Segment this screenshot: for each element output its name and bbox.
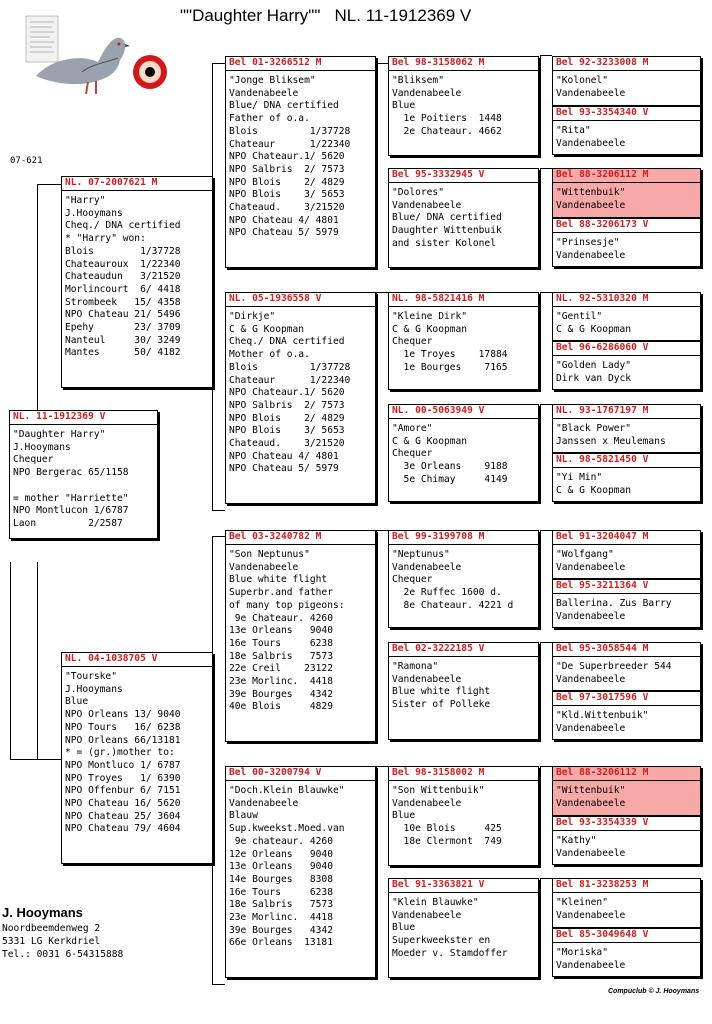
- pedigree-card-dam: [61, 652, 213, 864]
- pigeon-detail: Blois 1/37728: [229, 361, 351, 373]
- pigeon-detail: Vandenabeele: [556, 249, 626, 261]
- pigeon-detail: NPO Chateau 21/ 5496: [65, 309, 181, 321]
- ring-number: Bel 00-3200794 V: [226, 767, 375, 781]
- pedigree-card-g10: [552, 579, 701, 628]
- ring-number: Bel 03-3240782 M: [226, 531, 375, 545]
- pigeon-detail: C & G Koopman: [392, 435, 468, 447]
- pedigree-card-ss: [225, 56, 376, 268]
- pigeon-detail: Chateaud. 3/21520: [229, 202, 345, 214]
- pigeon-detail: 16e Tours 6238: [229, 886, 333, 898]
- footer-credit: Compuclub © J. Hooymans: [608, 988, 700, 995]
- ring-number: Bel 88-3206173 V: [553, 219, 700, 233]
- pigeon-detail: Moeder v. Stamdoffer: [392, 947, 508, 959]
- pigeon-detail: = mother "Harriette": [13, 492, 129, 504]
- ring-number: NL. 07-2007621 M: [62, 177, 212, 191]
- pigeon-name: "Yi Min": [556, 472, 603, 483]
- ring-number: Bel 98-3158062 M: [389, 57, 538, 71]
- pedigree-card-dds: [388, 766, 539, 866]
- pigeon-name: "Klein Blauwke": [392, 897, 479, 908]
- pigeon-detail: J.Hooymans: [65, 683, 123, 695]
- pigeon-detail: * = (gr.)mother to:: [65, 747, 175, 759]
- pigeon-detail: Vandenabeele: [556, 797, 626, 809]
- pigeon-detail: Blois 1/37728: [229, 125, 351, 137]
- pigeon-detail: 66e Orleans 13181: [229, 937, 333, 949]
- pigeon-detail: Chateaudun 3/21520: [65, 271, 181, 283]
- pedigree-card-sds: [388, 292, 539, 390]
- pigeon-detail: Blois 1/37728: [65, 245, 181, 257]
- pigeon-detail: Vandenabeele: [392, 561, 462, 573]
- pigeon-name: "Bliksem": [392, 75, 444, 86]
- pigeon-detail: 2e Ruffec 1600 d.: [392, 587, 502, 599]
- pigeon-detail: 14e Bourges 8308: [229, 873, 333, 885]
- pigeon-detail: NPO Troyes 1/ 6390: [65, 772, 181, 784]
- ring-number: Bel 85-3049648 V: [553, 929, 700, 943]
- pigeon-detail: NPO Chateau 4/ 4801: [229, 450, 339, 462]
- pigeon-detail: NPO Salbris 2/ 7573: [229, 399, 345, 411]
- pigeon-detail: Vandenabeele: [392, 797, 462, 809]
- ring-number: Bel 91-3363821 V: [389, 879, 538, 893]
- pigeon-detail: Vandenabeele: [229, 797, 299, 809]
- pedigree-card-g4: [552, 218, 701, 267]
- pigeon-detail: Chequer: [13, 454, 54, 466]
- pedigree-code: 07-621: [10, 156, 43, 166]
- pigeon-name: Ballerina. Zus Barry: [556, 598, 672, 609]
- pigeon-detail: Chequer: [392, 448, 433, 460]
- pigeon-detail: Blue: [392, 922, 416, 934]
- ring-number: Bel 99-3199708 M: [389, 531, 538, 545]
- pigeon-detail: Vandenabeele: [556, 722, 626, 734]
- pigeon-detail: Vandenabeele: [392, 199, 462, 211]
- ring-number: Bel 93-3354340 V: [553, 107, 700, 121]
- pigeon-name: "Black Power": [556, 423, 632, 434]
- pigeon-detail: Superbr.and father: [229, 587, 333, 599]
- pigeon-name: "Kleine Dirk": [392, 311, 468, 322]
- pigeon-detail: 18e Salbris 7573: [229, 650, 333, 662]
- pigeon-detail: NPO Tours 16/ 6238: [65, 721, 181, 733]
- pedigree-card-g9: [552, 530, 701, 579]
- pedigree-card-g2: [552, 106, 701, 155]
- pigeon-name: "Golden Lady": [556, 360, 632, 371]
- pigeon-detail: NPO Orleans 66/13181: [65, 734, 181, 746]
- pigeon-photo-icon: [26, 16, 130, 94]
- pedigree-card-g1: [552, 56, 701, 106]
- pigeon-detail: NPO Blois 2/ 4829: [229, 176, 345, 188]
- pedigree-card-dss: [388, 530, 539, 628]
- ring-number: NL. 00-5063949 V: [389, 405, 538, 419]
- ring-number: Bel 96-6286060 V: [553, 342, 700, 356]
- pigeon-detail: Vandenabeele: [229, 561, 299, 573]
- pedigree-card-dsd: [388, 642, 539, 740]
- pigeon-detail: 40e Blois 4829: [229, 701, 333, 713]
- pigeon-detail: Chateaur 1/22340: [229, 374, 351, 386]
- pigeon-detail: Vandenabeele: [556, 199, 626, 211]
- pigeon-detail: 1e Poitiers 1448: [392, 113, 502, 125]
- pedigree-card-g6: [552, 341, 701, 390]
- pigeon-detail: 18e Salbris 7573: [229, 899, 333, 911]
- pigeon-detail: C & G Koopman: [556, 484, 632, 496]
- pigeon-detail: Chateaur 1/22340: [229, 138, 351, 150]
- pigeon-name: "Gentil": [556, 311, 603, 322]
- pigeon-name: "Moriska": [556, 947, 608, 958]
- pigeon-name: "Prinsesje": [556, 237, 620, 248]
- pigeon-detail: 39e Bourges 4342: [229, 688, 333, 700]
- pigeon-detail: NPO Orleans 13/ 9040: [65, 709, 181, 721]
- pigeon-detail: 1e Bourges 7165: [392, 361, 508, 373]
- pigeon-name: "Kld.Wittenbuik": [556, 710, 649, 721]
- pigeon-detail: 9e chateaur. 4260: [229, 835, 333, 847]
- pigeon-detail: Mother of o.a.: [229, 349, 310, 361]
- pigeon-name: "Dirkje": [229, 311, 276, 322]
- pedigree-card-g16: [552, 928, 701, 977]
- pigeon-detail: Nanteul 30/ 3249: [65, 334, 181, 346]
- owner-address: Noordbeemdenweg 2: [2, 923, 101, 934]
- pigeon-detail: Epehy 23/ 3709: [65, 322, 181, 334]
- owner-postal: 5331 LG Kerkdriel: [2, 936, 101, 947]
- pigeon-detail: Blue: [392, 810, 416, 822]
- pedigree-card-g8: [552, 453, 701, 502]
- pedigree-card-g5: [552, 292, 701, 341]
- pigeon-name: "Kolonel": [556, 75, 608, 86]
- ring-number: NL. 98-5821416 M: [389, 293, 538, 307]
- pedigree-card-g13: [552, 766, 701, 816]
- ring-number: Bel 92-3233008 M: [553, 57, 700, 71]
- pigeon-detail: Sister of Polleke: [392, 699, 491, 711]
- pigeon-name: "Jonge Bliksem": [229, 75, 316, 86]
- pedigree-card-g7: [552, 404, 701, 453]
- pigeon-detail: Vandenabeele: [556, 561, 626, 573]
- pigeon-name: "Tourske": [65, 671, 117, 682]
- pigeon-detail: NPO Chateau 5/ 5979: [229, 463, 339, 475]
- ring-number: Bel 97-3017596 V: [553, 692, 700, 706]
- pedigree-card-sdd: [388, 404, 539, 502]
- pigeon-detail: Vandenabeele: [392, 87, 462, 99]
- pigeon-detail: Vandenabeele: [556, 610, 626, 622]
- pigeon-detail: 23e Morlinc. 4418: [229, 676, 333, 688]
- pigeon-detail: Morlincourt 6/ 4418: [65, 283, 181, 295]
- pigeon-detail: 23e Morlinc. 4418: [229, 912, 333, 924]
- pigeon-detail: [13, 480, 157, 493]
- pigeon-detail: 8e Chateaur. 4221 d: [392, 599, 514, 611]
- pigeon-name: "Wittenbuik": [556, 187, 626, 198]
- ring-number: Bel 88-3206112 M: [553, 767, 700, 781]
- pigeon-detail: NPO Salbris 2/ 7573: [229, 163, 345, 175]
- ring-number: Bel 95-3058544 M: [553, 643, 700, 657]
- ring-number: Bel 91-3204047 M: [553, 531, 700, 545]
- pigeon-detail: 5e Chimay 4149: [392, 473, 508, 485]
- pedigree-card-g15: [552, 878, 701, 928]
- pigeon-detail: 10e Blois 425: [392, 823, 502, 835]
- pigeon-detail: Chateauroux 1/22340: [65, 258, 181, 270]
- pigeon-detail: NPO Chateau 79/ 4604: [65, 823, 181, 835]
- pigeon-detail: NPO Chateau 16/ 5620: [65, 798, 181, 810]
- pigeon-detail: and sister Kolonel: [392, 237, 496, 249]
- pigeon-detail: Blue white flight: [229, 574, 328, 586]
- pigeon-detail: 16e Tours 6238: [229, 637, 333, 649]
- pigeon-detail: NPO Montluco 1/ 6787: [65, 759, 181, 771]
- pigeon-name: "Ramona": [392, 661, 439, 672]
- pigeon-detail: NPO Bergerac 65/1158: [13, 467, 129, 479]
- pigeon-detail: NPO Chateau 5/ 5979: [229, 227, 339, 239]
- pigeon-detail: Cheq./ DNA certified: [229, 336, 345, 348]
- pigeon-detail: C & G Koopman: [556, 323, 632, 335]
- owner-block: [2, 904, 123, 961]
- eye-emblem-icon: [133, 55, 167, 89]
- pigeon-detail: NPO Chateaur.1/ 5620: [229, 387, 345, 399]
- pigeon-detail: 13e Orleans 9040: [229, 625, 333, 637]
- pigeon-detail: Cheq./ DNA certified: [65, 220, 181, 232]
- pigeon-detail: Father of o.a.: [229, 113, 310, 125]
- pigeon-detail: NPO Blois 3/ 5653: [229, 189, 345, 201]
- ring-number: NL. 04-1038705 V: [62, 653, 212, 667]
- ring-number: Bel 95-3332945 V: [389, 169, 538, 183]
- pigeon-detail: Vandenabeele: [556, 137, 626, 149]
- pigeon-name: "Amore": [392, 423, 433, 434]
- pigeon-detail: 18e Clermont 749: [392, 835, 502, 847]
- pigeon-detail: 22e Creil 23122: [229, 663, 333, 675]
- ring-number: Bel 01-3266512 M: [226, 57, 375, 71]
- pigeon-detail: Vandenabeele: [556, 673, 626, 685]
- pedigree-card-ds: [225, 530, 376, 742]
- pigeon-name: "Kleinen": [556, 897, 608, 908]
- pigeon-name: "Doch.Klein Blauwke": [229, 785, 345, 796]
- pigeon-name: "Dolores": [392, 187, 444, 198]
- pigeon-detail: Vandenabeele: [556, 847, 626, 859]
- pigeon-detail: J.Hooymans: [65, 207, 123, 219]
- pigeon-detail: Sup.kweekst.Moed.van: [229, 823, 345, 835]
- pigeon-detail: * "Harry" won:: [65, 233, 146, 245]
- pigeon-name: "Son Neptunus": [229, 549, 310, 560]
- ring-number: Bel 02-3222185 V: [389, 643, 538, 657]
- pigeon-detail: Vandenabeele: [392, 909, 462, 921]
- pigeon-name: "Kathy": [556, 835, 597, 846]
- pigeon-detail: Blue white flight: [392, 686, 491, 698]
- pigeon-name: "De Superbreeder 544: [556, 661, 672, 672]
- ring-number: Bel 98-3158002 M: [389, 767, 538, 781]
- pigeon-detail: Blue: [65, 696, 89, 708]
- pigeon-detail: 2e Chateaur. 4662: [392, 125, 502, 137]
- pedigree-card-g12: [552, 691, 701, 740]
- pedigree-card-g3: [552, 168, 701, 218]
- pigeon-detail: NPO Montlucon 1/6787: [13, 505, 129, 517]
- ring-number: NL. 05-1936558 V: [226, 293, 375, 307]
- owner-phone: Tel.: 0031 6-54315888: [2, 949, 124, 960]
- pigeon-detail: Vandenabeele: [556, 909, 626, 921]
- pigeon-name: "Neptunus": [392, 549, 450, 560]
- pigeon-detail: Vandenabeele: [392, 673, 462, 685]
- pigeon-detail: 3e Orleans 9188: [392, 461, 508, 473]
- pigeon-detail: NPO Chateau 25/ 3604: [65, 810, 181, 822]
- ring-number: Bel 93-3354339 V: [553, 817, 700, 831]
- pigeon-detail: 13e Orleans 9040: [229, 861, 333, 873]
- ring-number: NL. 98-5821450 V: [553, 454, 700, 468]
- pigeon-detail: Strombeek 15/ 4358: [65, 296, 181, 308]
- pigeon-detail: Mantes 50/ 4182: [65, 347, 181, 359]
- pigeon-detail: Vandenabeele: [229, 87, 299, 99]
- pigeon-detail: Blue/ DNA certified: [229, 100, 339, 112]
- pigeon-detail: NPO Chateaur.1/ 5620: [229, 151, 345, 163]
- pigeon-detail: Superkweekster en: [392, 935, 491, 947]
- pigeon-name: "Rita": [556, 125, 591, 136]
- pigeon-detail: NPO Blois 3/ 5653: [229, 425, 345, 437]
- ring-number: Bel 88-3206112 M: [553, 169, 700, 183]
- pedigree-card-g14: [552, 816, 701, 865]
- pigeon-detail: 12e Orleans 9040: [229, 848, 333, 860]
- pigeon-detail: C & G Koopman: [392, 323, 468, 335]
- pedigree-card-sd: [225, 292, 376, 504]
- pigeon-detail: 9e Chateaur. 4260: [229, 612, 333, 624]
- pigeon-detail: J.Hooymans: [13, 441, 71, 453]
- pigeon-detail: Blue/ DNA certified: [392, 212, 502, 224]
- pigeon-detail: 39e Bourges 4342: [229, 924, 333, 936]
- pigeon-detail: Laon 2/2587: [13, 517, 123, 529]
- pedigree-card-sss: [388, 56, 539, 156]
- ring-number: NL. 92-5310320 M: [553, 293, 700, 307]
- pedigree-card-ddd: [388, 878, 539, 978]
- ring-number: NL. 93-1767197 M: [553, 405, 700, 419]
- pigeon-detail: Dirk van Dyck: [556, 372, 632, 384]
- pedigree-card-ssd: [388, 168, 539, 268]
- pigeon-name: "Wolfgang": [556, 549, 614, 560]
- pedigree-card-g11: [552, 642, 701, 691]
- logo: [22, 14, 172, 104]
- pigeon-detail: NPO Blois 2/ 4829: [229, 412, 345, 424]
- pigeon-detail: Blue: [392, 100, 416, 112]
- pedigree-card-sire: [61, 176, 213, 388]
- ring-number: Bel 81-3238253 M: [553, 879, 700, 893]
- pigeon-name: "Son Wittenbuik": [392, 785, 485, 796]
- pigeon-detail: Chequer: [392, 336, 433, 348]
- pedigree-card-dd: [225, 766, 376, 978]
- owner-name: J. Hooymans: [2, 905, 83, 920]
- pigeon-detail: NPO Offenbur 6/ 7151: [65, 785, 181, 797]
- pigeon-detail: Daughter Wittenbuik: [392, 225, 502, 237]
- pigeon-detail: Vandenabeele: [556, 87, 626, 99]
- pigeon-detail: C & G Koopman: [229, 323, 305, 335]
- pigeon-detail: Janssen x Meulemans: [556, 435, 666, 447]
- pigeon-detail: Chequer: [392, 574, 433, 586]
- ring-number: Bel 95-3211364 V: [553, 580, 700, 594]
- pigeon-detail: Blauw: [229, 810, 258, 822]
- pigeon-name: "Wittenbuik": [556, 785, 626, 796]
- pigeon-detail: NPO Chateau 4/ 4801: [229, 214, 339, 226]
- page-title: ""Daughter Harry"" NL. 11-1912369 V: [180, 6, 472, 25]
- pigeon-detail: of many top pigeons:: [229, 599, 345, 611]
- pedigree-card-subject: [9, 410, 158, 539]
- ring-number: NL. 11-1912369 V: [10, 411, 157, 425]
- pigeon-name: "Harry": [65, 195, 106, 206]
- pigeon-detail: 1e Troyes 17884: [392, 349, 508, 361]
- pigeon-name: "Daughter Harry": [13, 429, 106, 440]
- pigeon-detail: Vandenabeele: [556, 959, 626, 971]
- pigeon-detail: Chateaud. 3/21520: [229, 438, 345, 450]
